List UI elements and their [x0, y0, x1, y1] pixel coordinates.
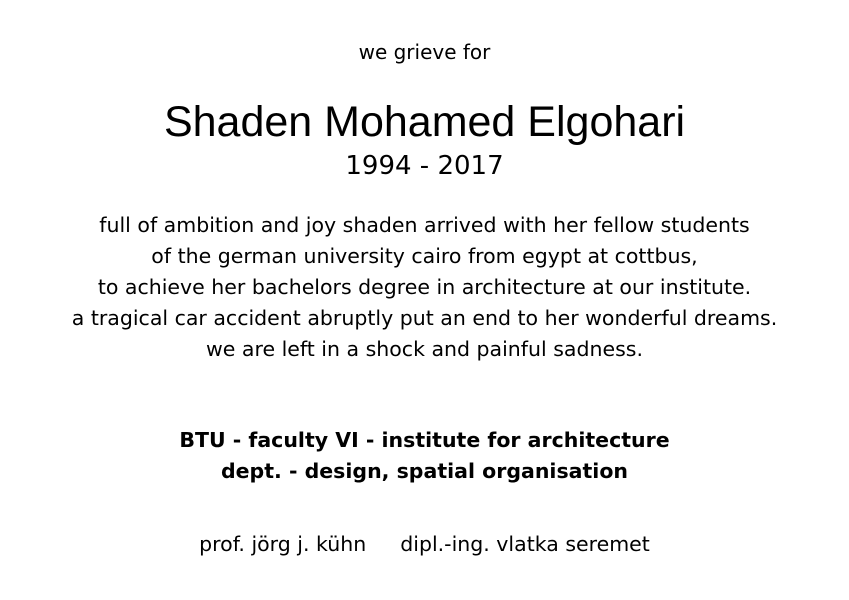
intro-text: we grieve for	[358, 40, 491, 64]
signatories	[0, 530, 849, 558]
institution-block	[0, 425, 849, 487]
tribute-line: full of ambition and joy shaden arrived with her fellow students	[99, 213, 750, 237]
department-line: dept. - design, spatial organisation	[220, 459, 629, 483]
signatory-professor: prof. jörg j. kühn	[199, 532, 367, 556]
life-years: 1994 - 2017	[345, 151, 504, 181]
signatory-engineer: dipl.-ing. vlatka seremet	[400, 532, 650, 556]
tribute-line: to achieve her bachelors degree in architecture at our institute.	[97, 275, 752, 299]
tribute-line: a tragical car accident abruptly put an end to her wonderful dreams.	[71, 306, 778, 330]
tribute-line: we are left in a shock and painful sadness.	[206, 337, 643, 361]
tribute-paragraph	[0, 210, 849, 365]
tribute-line: of the german university cairo from egypt at cottbus,	[151, 244, 698, 268]
deceased-name: Shaden Mohamed Elgohari	[163, 98, 686, 146]
institution-line: BTU - faculty VI - institute for architecture	[179, 428, 670, 452]
